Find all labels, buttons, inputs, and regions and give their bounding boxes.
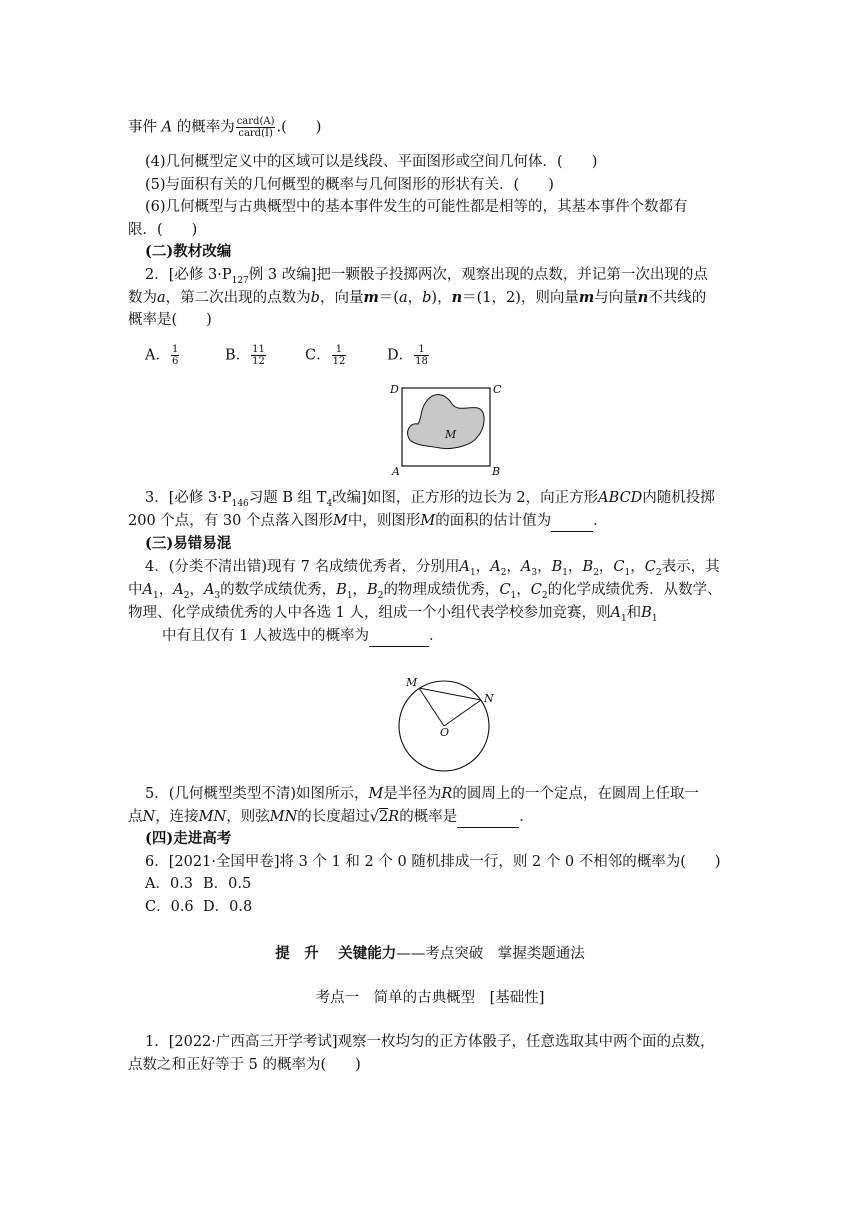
subscript: 1 (152, 590, 159, 601)
text: 习题 B 组 T (248, 490, 327, 506)
q4-line-4 (162, 626, 443, 647)
var: A (490, 559, 501, 575)
text: ， (598, 559, 614, 575)
fraction (236, 116, 276, 139)
text: )， (431, 290, 452, 306)
text: ，第二次出现的点数为 (165, 290, 311, 306)
q3-line-2 (128, 511, 608, 532)
var: A (459, 559, 470, 575)
q2-options (145, 344, 467, 367)
var: A (203, 582, 215, 598)
text: ， (506, 559, 521, 575)
subscript: 2 (500, 567, 507, 578)
numerator: 11 (252, 344, 265, 355)
probability-formula-line (128, 116, 321, 139)
text: 改编]如图，正方形的边长为 2，向正方形 (332, 490, 599, 506)
q3-line-1 (145, 488, 715, 514)
radicand: 2 (379, 809, 389, 825)
label-b: B (492, 465, 501, 478)
chord-mn (419, 688, 481, 700)
q6-line-1: 6．[2021·全国甲卷]将 3 个 1 和 2 个 0 随机排成一行，则 2 个 0 不相邻的概率为( ) (145, 854, 721, 870)
text: 2．[必修 3·P (145, 267, 232, 283)
label-a: A (392, 465, 400, 478)
var: a (398, 290, 408, 306)
option-label: D． (387, 347, 414, 364)
subscript: 2 (655, 567, 662, 578)
text: 和 (626, 605, 642, 621)
q4-line-2 (128, 580, 722, 606)
text: 4．(分类不清出错)现有 7 名成绩优秀者，分别用 (145, 559, 460, 575)
text: ，则弦 (226, 809, 270, 825)
heading-rest: ——考点突破 掌握类题通法 (396, 946, 585, 962)
item-6-line-1: (6)几何概型与古典概型中的基本事件发生的可能性都是相等的，其基本事件个数都有 (145, 199, 688, 215)
option-b[interactable] (225, 344, 305, 367)
text: ． (593, 513, 608, 529)
radius-om (419, 688, 444, 726)
answer-blank[interactable] (369, 626, 429, 647)
var: C (644, 559, 656, 575)
q4-line-3 (128, 603, 658, 629)
var: C (613, 559, 625, 575)
heading-bold: 提 升 关键能力 (275, 945, 397, 962)
q2-line-2 (128, 288, 706, 308)
var: B (551, 559, 563, 575)
text: ， (516, 582, 531, 598)
var: C (530, 582, 542, 598)
vector-m: m (578, 289, 595, 306)
label-c: C (493, 383, 502, 396)
denominator: 18 (415, 356, 428, 367)
var: A (142, 582, 153, 598)
var: B (641, 605, 652, 621)
text: 是半径为 (383, 786, 442, 802)
section-heading (0, 942, 860, 963)
fraction (251, 344, 266, 367)
vector-m: m (363, 289, 379, 306)
text: ， (568, 559, 583, 575)
var: A (161, 119, 173, 136)
option-label: A． (145, 347, 170, 364)
option-label: C． (305, 347, 331, 364)
var: A (610, 605, 621, 621)
text: ． (519, 809, 534, 825)
text: 的面积的估计值为 (435, 513, 552, 529)
option-a[interactable] (145, 344, 225, 367)
subscript: 1 (651, 613, 658, 624)
text: 的长度超过 (297, 809, 370, 825)
numerator: 1 (414, 344, 429, 356)
text: 的物理成绩优秀， (383, 582, 500, 598)
text: 的圆周上的一个定点，在圆周上任取一 (452, 786, 699, 802)
text: ＝( (378, 290, 399, 306)
subscript: 2 (377, 590, 384, 601)
q2-line-3: 概率是( ) (128, 312, 212, 328)
var: MN (198, 809, 227, 825)
text: 的数学成绩优秀， (220, 582, 337, 598)
text: ． (428, 628, 444, 644)
square-figure (388, 380, 504, 478)
fraction (332, 344, 347, 367)
text: ，向量 (319, 290, 364, 306)
fraction (414, 344, 429, 367)
subscript: 4 (326, 498, 333, 509)
denominator: card(I) (238, 128, 273, 139)
text: .( ) (276, 119, 322, 136)
text: ， (537, 559, 552, 575)
var: ABCD (598, 490, 643, 506)
option-label: B． (225, 347, 251, 364)
topic-title: 考点一 简单的古典概型 (315, 990, 490, 1006)
q6-options-row-2 (145, 897, 252, 917)
denominator: 12 (332, 356, 346, 367)
problem-1-line-2: 点数之和正好等于 5 的概率为( ) (128, 1057, 361, 1073)
text: ， (475, 559, 491, 575)
text: 数为 (128, 290, 157, 306)
answer-blank[interactable] (457, 807, 519, 828)
text: 点 (128, 809, 143, 825)
text: 内随机投掷 (642, 490, 715, 506)
text: ， (189, 582, 204, 598)
radius-on (444, 700, 481, 726)
text: 不共线的 (648, 290, 707, 306)
option-c[interactable] (305, 344, 387, 367)
subscript: 1 (620, 613, 627, 624)
text: 例 3 改编]把一颗骰子投掷两次，观察出现的点数，并记第一次出现的点 (248, 267, 708, 283)
subscript: 1 (624, 567, 631, 578)
section-heading-3: (三)易错易混 (145, 535, 232, 552)
section-heading-4: (四)走进高考 (145, 830, 232, 847)
text: ， (630, 559, 645, 575)
item-6-line-2: 限．( ) (128, 222, 198, 238)
var: B (582, 559, 594, 575)
option-c[interactable]: C．0.6 (145, 899, 194, 915)
q6-options-row-1 (145, 874, 251, 894)
text: 的概率为 (176, 119, 235, 136)
fraction (171, 344, 179, 367)
item-4: (4)几何概型定义中的区域可以是线段、平面图形或空间几何体．( ) (145, 154, 598, 170)
subscript: 1 (510, 590, 517, 601)
subscript: 1 (346, 590, 353, 601)
text: 3．[必修 3·P (145, 490, 232, 506)
var: N (142, 809, 156, 825)
var: R (441, 786, 453, 802)
sqrt-sign: √ (369, 809, 380, 825)
text: ， (352, 582, 368, 598)
section-heading-2: (二)教材改编 (145, 243, 232, 260)
numerator: 1 (332, 344, 347, 356)
subscript: 2 (183, 590, 190, 601)
vector-n: n (637, 289, 649, 306)
option-d[interactable] (387, 344, 467, 367)
answer-blank[interactable] (551, 511, 593, 532)
subscript: 1 (469, 567, 476, 578)
text: ， (407, 290, 423, 306)
text: ， (158, 582, 174, 598)
option-b[interactable]: B．0.5 (203, 876, 252, 892)
label-m: M (445, 428, 457, 441)
q4-line-1 (145, 557, 720, 583)
option-a[interactable]: A．0.3 (145, 876, 194, 892)
numerator: card(A) (236, 116, 275, 127)
var: C (499, 582, 511, 598)
topic-tag: [基础性] (489, 990, 545, 1006)
var: B (336, 582, 347, 598)
text: 中，则图形 (347, 513, 421, 529)
denominator: 6 (171, 356, 179, 367)
text: ，连接 (155, 809, 199, 825)
numerator: 1 (171, 344, 179, 355)
item-5: (5)与面积有关的几何概型的概率与几何图形的形状有关．( ) (145, 177, 554, 193)
text: 的概率是 (399, 809, 458, 825)
var: b (310, 290, 320, 306)
text: 200 个点，有 30 个点落入图形 (128, 513, 333, 529)
label-n: N (484, 692, 494, 705)
var: M (332, 513, 348, 529)
subscript: 146 (231, 498, 249, 509)
var: MN (269, 809, 298, 825)
var: A (520, 559, 532, 575)
var: R (388, 809, 400, 825)
topic-heading (0, 986, 860, 1007)
label-m: M (406, 676, 418, 689)
subscript: 3 (531, 567, 538, 578)
q5-line-2 (128, 807, 534, 828)
text: 中 (128, 582, 143, 598)
text: 物理、化学成绩优秀的人中各选 1 人，组成一个小组代表学校参加竞赛，则 (128, 605, 611, 621)
subscript: 2 (541, 590, 548, 601)
subscript: 1 (562, 567, 569, 578)
var: M (420, 513, 436, 529)
q2-line-1 (145, 265, 708, 291)
label-o: O (440, 726, 450, 739)
label-d: D (390, 383, 399, 396)
problem-1-line-1: 1．[2022·广西高三开学考试]观察一枚均匀的正方体骰子，任意选取其中两个面的点数， (145, 1034, 715, 1050)
q5-line-1 (145, 784, 699, 804)
var: B (367, 582, 378, 598)
text: 表示，其 (661, 559, 720, 575)
var: b (422, 290, 432, 306)
subscript: 3 (214, 590, 221, 601)
denominator: 12 (252, 356, 265, 367)
var: A (173, 582, 184, 598)
vector-n: n (451, 289, 463, 306)
circle-figure (392, 672, 502, 774)
subscript: 2 (593, 567, 599, 578)
text: 事件 (128, 119, 157, 136)
option-d[interactable]: D．0.8 (203, 899, 253, 915)
text: 中有且仅有 1 人被选中的概率为 (162, 628, 369, 644)
subscript: 127 (231, 275, 249, 286)
text: 5．(几何概型类型不清)如图所示， (145, 786, 369, 802)
text: ＝(1，2)，则向量 (462, 290, 579, 306)
var: M (368, 786, 384, 802)
text: 的化学成绩优秀．从数学、 (547, 582, 722, 598)
text: 与向量 (594, 290, 638, 306)
var: a (157, 290, 166, 306)
